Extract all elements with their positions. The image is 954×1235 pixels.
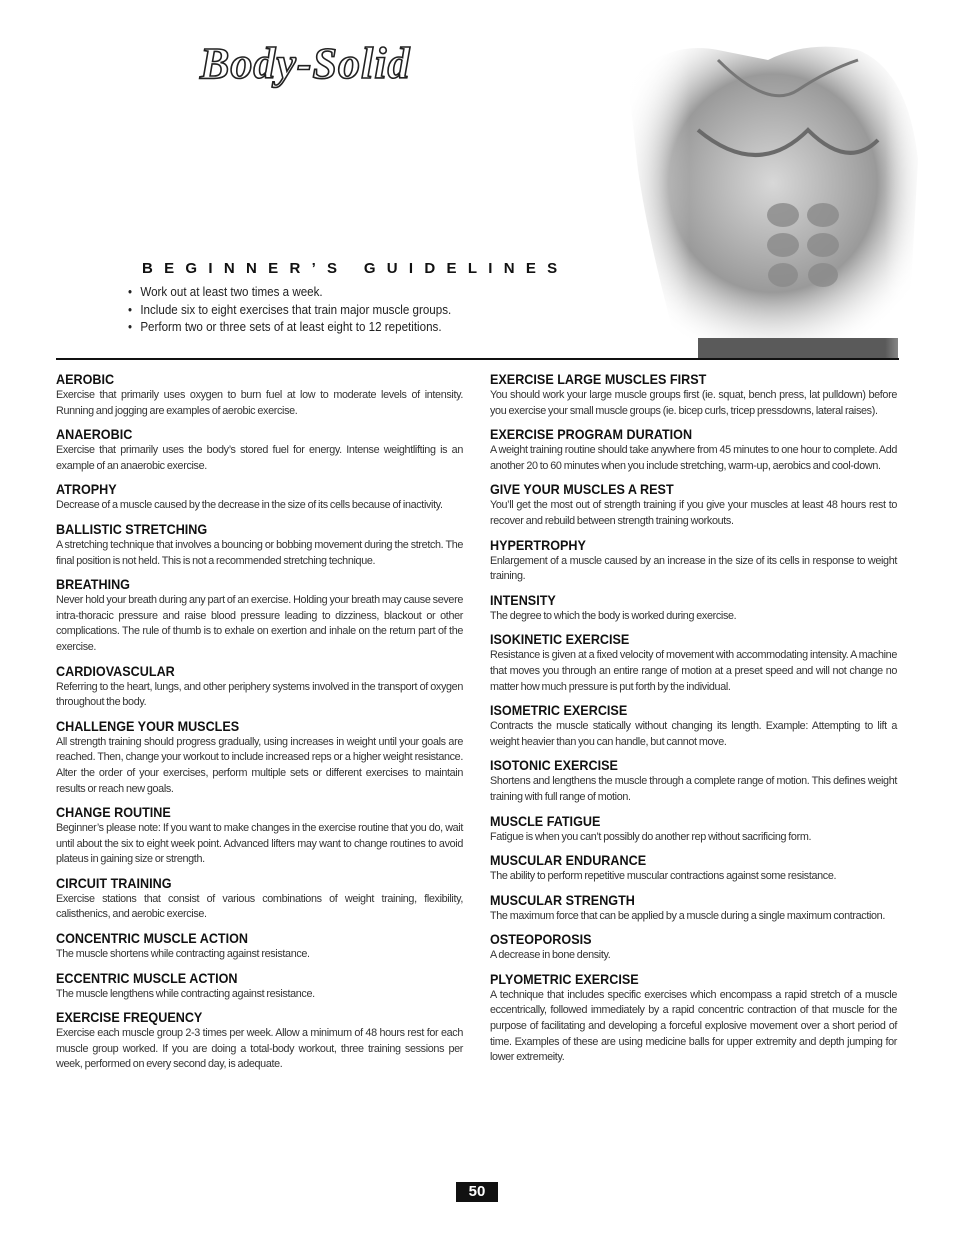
glossary-definition: Exercise each muscle group 2-3 times per week. Allow a minimum of 48 hours rest for each muscle group worked. If you are doing a total-body workout, three training sessions per week, performed on every second day, is adequate.: [56, 1027, 463, 1071]
glossary-entry: [56, 663, 463, 711]
glossary-entry: [490, 892, 897, 925]
glossary-entry: [490, 631, 897, 695]
glossary-entry: [490, 592, 897, 625]
glossary-term: CIRCUIT TRAINING: [56, 874, 172, 891]
glossary-entry: [56, 804, 463, 868]
glossary-definition: Never hold your breath during any part of an exercise. Holding your breath may cause severe intra-thoracic pressure and raise blood pressure leading to dizziness, blackout or other complications. The rule of thumb is to exhale on exertion and inhale on the return part of the exercise.: [56, 594, 463, 653]
glossary-definition: The ability to perform repetitive muscular contractions against some resistance.: [490, 870, 837, 883]
glossary-definition: Shortens and lengthens the muscle through a complete range of motion. This defines weight training with full range of motion.: [490, 775, 897, 803]
guidelines-list: [142, 283, 612, 336]
glossary-definition: Contracts the muscle statically without changing its length. Example: Attempting to lift a weight heavier than you can handle, but cannot move.: [490, 720, 897, 748]
glossary-entry: [490, 757, 897, 805]
glossary-definition: Beginner’s please note: If you want to make changes in the exercise routine that you do, wait until about the six to eight week point. Advanced lifters may want to change routines to avoid plateus in gaining size or strength.: [56, 822, 463, 866]
glossary-entry: [56, 426, 463, 474]
glossary-definition: A technique that includes specific exercises which encompass a rapid stretch of a muscle eccentrically, followed immediately by a rapid concentric contraction of that muscle for the purpose of facilitating and developing a forceful explosive movement over a short period of time. Examples of these are using medicine balls for upper extremity and depth jumping for lower extremeity.: [490, 988, 897, 1064]
glossary-definition: The muscle lengthens while contracting against resistance.: [56, 987, 315, 1000]
glossary-definition: The degree to which the body is worked during exercise.: [490, 609, 737, 622]
glossary-term: EXERCISE PROGRAM DURATION: [490, 426, 693, 443]
glossary-term: ISOTONIC EXERCISE: [490, 757, 618, 774]
glossary-term: ATROPHY: [56, 481, 117, 498]
glossary-term: CONCENTRIC MUSCLE ACTION: [56, 930, 249, 947]
torso-photo: [608, 20, 934, 360]
glossary-entry: [56, 521, 463, 569]
glossary-entry: [490, 852, 897, 885]
glossary-entry: [56, 718, 463, 797]
glossary-term: CHALLENGE YOUR MUSCLES: [56, 717, 240, 734]
guideline-item: • Include six to eight exercises that train major muscle groups.: [128, 301, 554, 319]
glossary-term: ISOMETRIC EXERCISE: [490, 702, 628, 719]
glossary-term: EXERCISE FREQUENCY: [56, 1009, 203, 1026]
glossary-entry: [490, 813, 897, 846]
glossary-definition: Exercise stations that consist of various combinations of weight training, flexibility, calisthenics, and aerobic exercise.: [56, 892, 463, 921]
guideline-item: • Work out at least two times a week.: [128, 283, 554, 301]
glossary-term: GIVE YOUR MUSCLES A REST: [490, 481, 674, 498]
glossary-definition: The muscle shortens while contracting against resistance.: [56, 948, 310, 961]
glossary-entry: [490, 702, 897, 750]
glossary-entry: [56, 930, 463, 963]
glossary-term: MUSCLE FATIGUE: [490, 812, 601, 829]
glossary-entry: [56, 970, 463, 1003]
svg-text:Body-Solid: Body-Solid: [200, 39, 411, 88]
glossary-definition: Exercise that primarily uses the body’s stored fuel for energy. Intense weightlifting is an example of an anaerobic exercise.: [56, 444, 463, 472]
glossary-term: MUSCULAR ENDURANCE: [490, 852, 647, 869]
glossary-definition: A weight training routine should take anywhere from 45 minutes to one hour to complete. Add another 20 to 60 minutes when you include stretching, warm-up, aerobics and cool-down.: [490, 444, 897, 472]
glossary-term: MUSCULAR STRENGTH: [490, 891, 635, 908]
glossary-entry: [490, 481, 897, 529]
glossary-right-column: [490, 371, 897, 1073]
glossary-entry: [490, 931, 897, 964]
glossary-entry: [490, 971, 897, 1066]
glossary-definition: Referring to the heart, lungs, and other periphery systems involved in the transport of oxygen throughout the body.: [56, 680, 463, 709]
glossary-term: ECCENTRIC MUSCLE ACTION: [56, 969, 238, 986]
glossary-term: ISOKINETIC EXERCISE: [490, 631, 630, 648]
body-solid-logo: [196, 34, 472, 92]
glossary-term: PLYOMETRIC EXERCISE: [490, 970, 639, 987]
glossary-entry: [490, 371, 897, 419]
glossary-entry: [490, 426, 897, 474]
glossary-entry: [56, 481, 463, 514]
glossary-term: HYPERTROPHY: [490, 536, 586, 553]
glossary-definition: You should work your large muscle groups first (ie. squat, bench press, lat pulldown) before you exercise your small muscle groups (ie. bicep curls, tricep pressdowns, lateral raises).: [490, 389, 897, 417]
glossary-left-column: [56, 371, 463, 1080]
glossary-term: OSTEOPOROSIS: [490, 931, 592, 948]
page-number: 50: [456, 1182, 498, 1202]
glossary-term: ANAEROBIC: [56, 426, 133, 443]
glossary-definition: Decrease of a muscle caused by the decrease in the size of its cells because of inactivity.: [56, 499, 443, 512]
glossary-term: INTENSITY: [490, 591, 556, 608]
glossary-entry: [56, 1009, 463, 1073]
guidelines-title: BEGINNER’S GUIDELINES: [142, 260, 569, 277]
glossary-term: BREATHING: [56, 576, 130, 593]
glossary-definition: Enlargement of a muscle caused by an increase in the size of its cells in response to weight training.: [490, 554, 897, 583]
glossary-entry: [56, 371, 463, 419]
glossary-definition: The maximum force that can be applied by a muscle during a single maximum contraction.: [490, 909, 885, 922]
glossary-entry: [56, 875, 463, 923]
glossary-entry: [490, 537, 897, 585]
glossary-term: EXERCISE LARGE MUSCLES FIRST: [490, 371, 707, 387]
glossary-term: BALLISTIC STRETCHING: [56, 520, 208, 537]
glossary-definition: Resistance is given at a fixed velocity of movement with accommodating intensity. A machine that moves you through an entire range of motion at a preset speed and will not change no matter how much pressure is put forth by the individual.: [490, 649, 897, 693]
beginners-guidelines: [142, 260, 612, 336]
glossary-definition: Exercise that primarily uses oxygen to burn fuel at low to moderate levels of intensity. Running and jogging are examples of aerobic exercise.: [56, 389, 463, 417]
glossary-definition: You’ll get the most out of strength training if you give your muscles at least 48 hours rest to recover and rebuild between strength training workouts.: [490, 499, 897, 527]
guideline-item: • Perform two or three sets of at least eight to 12 repetitions.: [128, 318, 554, 336]
glossary-definition: A decrease in bone density.: [490, 949, 611, 962]
glossary-term: CHANGE ROUTINE: [56, 804, 171, 821]
glossary-term: CARDIOVASCULAR: [56, 662, 175, 679]
glossary-definition: A stretching technique that involves a bouncing or bobbing movement during the stretch. The final position is not held. This is not a recommended stretching technique.: [56, 538, 463, 567]
glossary-term: AEROBIC: [56, 371, 115, 387]
section-divider: [56, 358, 899, 360]
glossary-entry: [56, 576, 463, 655]
glossary-definition: All strength training should progress gradually, using increases in weight until your goals are reached. Then, change your workout to include increased reps or a higher weight resistance. Alter the order of your exercises, perform multiple sets or different exercises to maintain results or reach new goals.: [56, 735, 463, 795]
glossary-definition: Fatigue is when you can’t possibly do another rep without sacrificing form.: [490, 830, 812, 843]
